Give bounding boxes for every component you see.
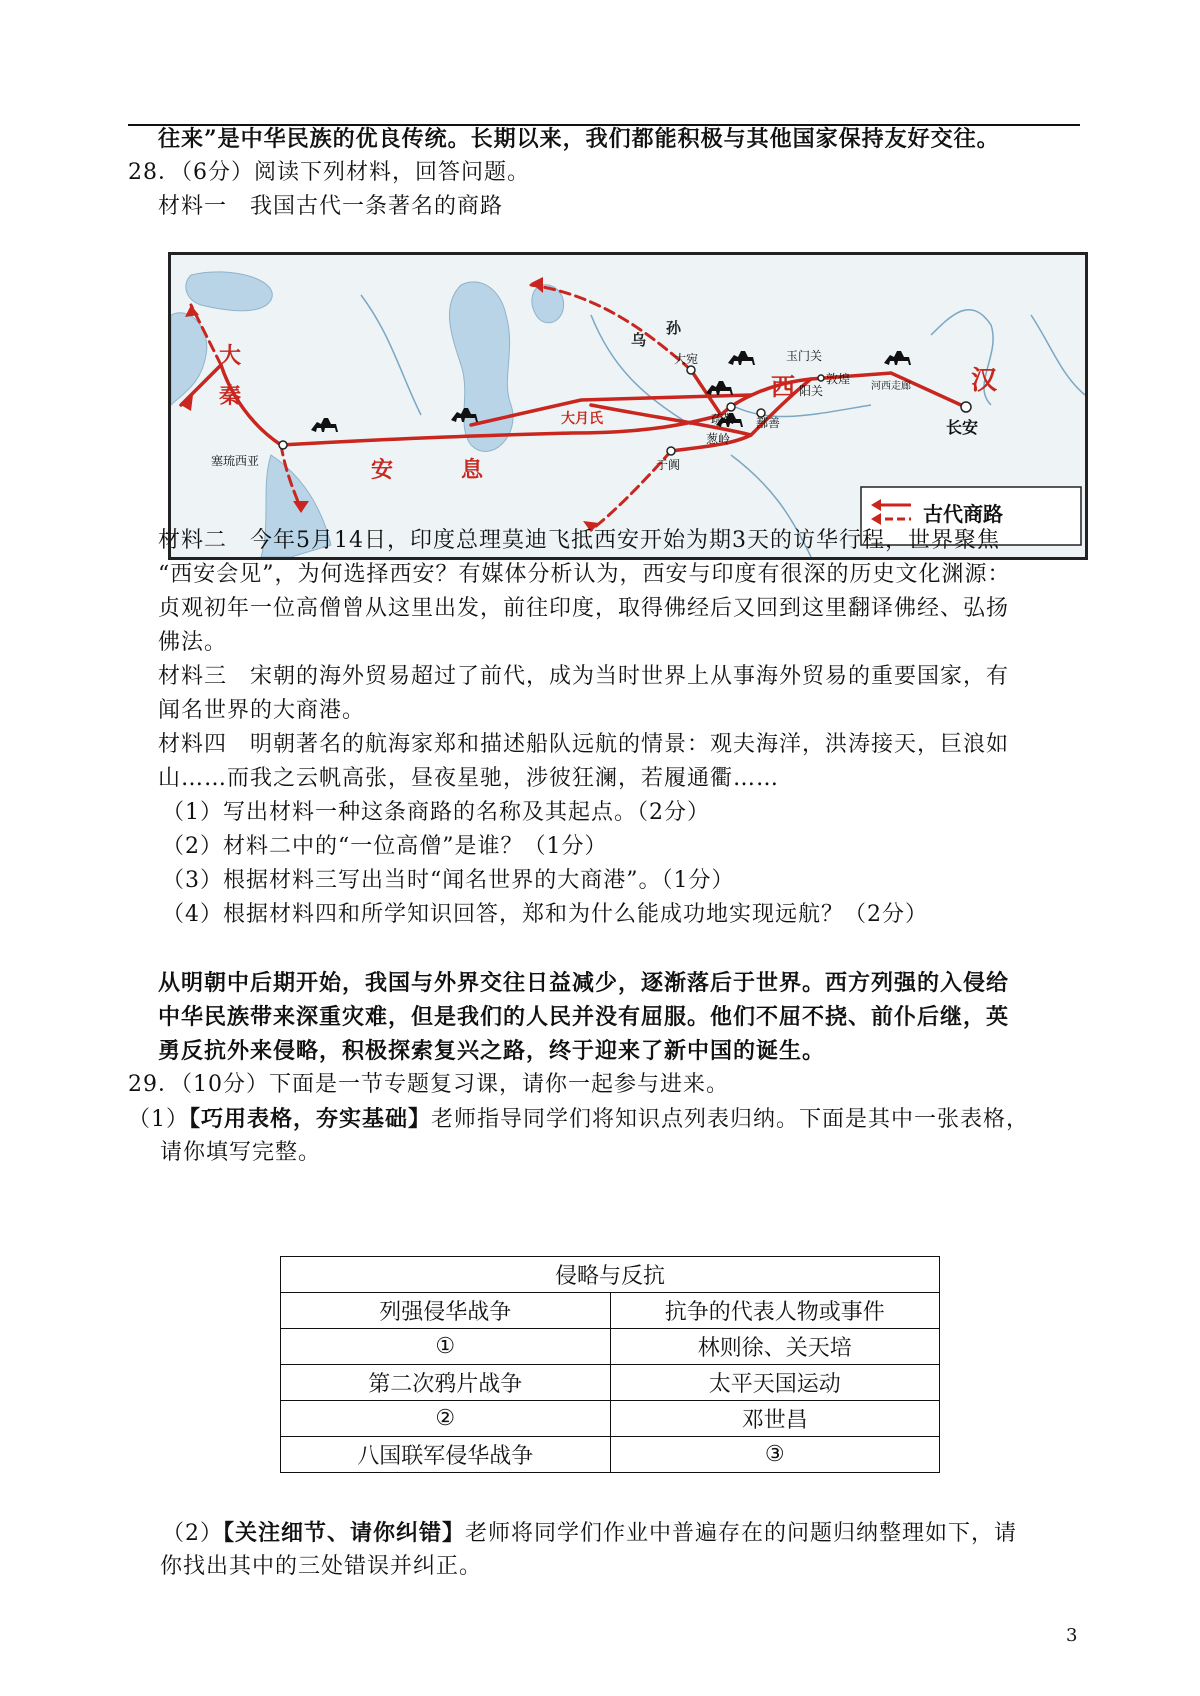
label-xi: 西 (771, 374, 795, 401)
table-row (281, 1437, 940, 1473)
q28-subquestion-1: （1）写出材料一种这条商路的名称及其起点。（2分） (162, 800, 710, 825)
table-row (281, 1329, 940, 1365)
label-congling: 葱岭 (706, 432, 731, 446)
invasion-resistance-table (280, 1256, 940, 1473)
label-an: 安 (371, 457, 394, 482)
table-cell: 林则徐、关天培 (610, 1329, 940, 1365)
material-3-line-1: 材料三 宋朝的海外贸易超过了前代，成为当时世界上从事海外贸易的重要国家，有 (158, 664, 1010, 689)
label-dayuezhi: 大月氏 (561, 410, 603, 426)
table-row (281, 1365, 940, 1401)
q28-subquestion-3: （3）根据材料三写出当时“闻名世界的大商港”。（1分） (162, 868, 735, 893)
q29-part-2-line-2: 你找出其中的三处错误并纠正。 (160, 1554, 483, 1579)
page-number: 3 (1066, 1625, 1078, 1646)
table-cell: ② (281, 1401, 611, 1437)
q29-part-1-line-2: 请你填写完整。 (160, 1140, 322, 1165)
label-yangguan: 阳关 (799, 384, 824, 398)
label-shule: 疏勒 (711, 412, 736, 426)
city-marker-shule (727, 403, 735, 411)
q28-header: 28．（6分）阅读下列材料，回答问题。 (128, 160, 530, 185)
q28-subquestion-2: （2）材料二中的“一位高僧”是谁？（1分） (162, 834, 608, 859)
table-title-row (281, 1257, 940, 1293)
table-cell: 邓世昌 (610, 1401, 940, 1437)
label-han: 汉 (971, 365, 998, 395)
bold-paragraph-line-2: 中华民族带来深重灾难，但是我们的人民并没有屈服。他们不屈不挠、前仆后继，英 (158, 1004, 1010, 1030)
q28-subquestion-4: （4）根据材料四和所学知识回答，郑和为什么能成功地实现远航？（2分） (162, 902, 928, 927)
material-2-line-2: “西安会见”，为何选择西安？有媒体分析认为，西安与印度有很深的历史文化渊源： (158, 562, 1011, 587)
label-changan: 长安 (946, 420, 979, 437)
label-shanshan: 鄯善 (756, 416, 781, 430)
table-cell: ③ (610, 1437, 940, 1473)
bold-paragraph-line-3: 勇反抗外来侵略，积极探索复兴之路，终于迎来了新中国的诞生。 (158, 1038, 826, 1064)
label-yumenguan: 玉门关 (786, 349, 823, 363)
label-qin: 秦 (219, 383, 242, 408)
table-title: 侵略与反抗 (281, 1257, 940, 1293)
city-marker-yutian (667, 447, 675, 455)
table-header-row (281, 1293, 940, 1329)
city-marker-changan (961, 402, 971, 412)
material-1-caption: 材料一 我国古代一条著名的商路 (158, 194, 504, 219)
material-4-line-2: 山……而我之云帆高张，昼夜星驰，涉彼狂澜，若履通衢…… (158, 766, 780, 791)
city-marker-dunhuang (818, 375, 824, 381)
city-marker-dawan (687, 366, 695, 374)
q29-header: 29．（10分）下面是一节专题复习课，请你一起参与进来。 (128, 1072, 729, 1097)
legend-label: 古代商路 (923, 504, 1003, 526)
label-dunhuang: 敦煌 (826, 372, 851, 386)
table-row (281, 1401, 940, 1437)
table-header-war: 列强侵华战争 (281, 1293, 611, 1329)
material-2-line-3: 贞观初年一位高僧曾从这里出发，前往印度，取得佛经后又回到这里翻译佛经、弘扬 (158, 596, 1010, 621)
table-cell: ① (281, 1329, 611, 1365)
q29-part-2-number: （2） (162, 1521, 223, 1546)
intro-tail: 往来”是中华民族的优良传统。长期以来，我们都能积极与其他国家保持友好交往。 (158, 126, 1000, 152)
label-wu: 乌 (631, 332, 647, 349)
q29-part-1 (128, 1104, 1029, 1135)
city-marker-sailiuxiya (279, 441, 287, 449)
table-header-resistance: 抗争的代表人物或事件 (610, 1293, 940, 1329)
q29-part-1-title: 【巧用表格，夯实基础】 (189, 1106, 432, 1132)
q29-part-2-title: 【关注细节、请你纠错】 (223, 1520, 466, 1546)
q29-part-1-text: 老师指导同学们将知识点列表归纳。下面是其中一张表格， (431, 1107, 1030, 1132)
label-yutian: 于阗 (656, 458, 681, 472)
label-xi-anxi: 息 (461, 457, 484, 482)
label-sailiuxiya: 塞琉西亚 (211, 454, 260, 468)
material-4-line-1: 材料四 明朝著名的航海家郑和描述船队远航的情景：观夫海洋，洪涛接天，巨浪如 (158, 732, 1010, 757)
label-sun: 孙 (666, 320, 682, 337)
label-da: 大 (219, 343, 242, 368)
material-2-line-1: 材料二 今年5月14日，印度总理莫迪飞抵西安开始为期3天的访华行程，世界聚焦 (158, 528, 1000, 553)
bold-paragraph-line-1: 从明朝中后期开始，我国与外界交往日益减少，逐渐落后于世界。西方列强的入侵给 (158, 970, 1010, 996)
label-dawan: 大宛 (674, 352, 699, 366)
material-3-line-2: 闻名世界的大商港。 (158, 698, 366, 723)
q29-part-2-text: 老师将同学们作业中普遍存在的问题归纳整理如下，请 (465, 1521, 1018, 1546)
silk-road-map (168, 252, 1088, 560)
table-cell: 八国联军侵华战争 (281, 1437, 611, 1473)
label-hexi: 河西走廊 (871, 381, 911, 392)
q29-part-2 (162, 1518, 1017, 1549)
table-cell: 太平天国运动 (610, 1365, 940, 1401)
material-2-line-4: 佛法。 (158, 630, 228, 655)
q29-part-1-number: （1） (128, 1107, 189, 1132)
table-cell: 第二次鸦片战争 (281, 1365, 611, 1401)
